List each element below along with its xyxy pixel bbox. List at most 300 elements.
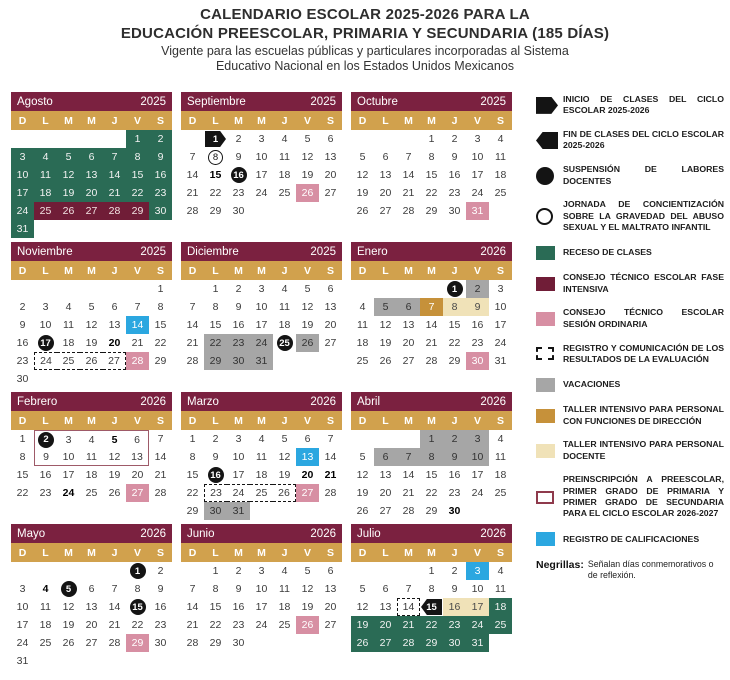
weekday-header-row [181, 411, 342, 430]
weekday-label: M [427, 264, 436, 277]
month-year: 2026 [140, 527, 166, 540]
day-number: 26 [356, 505, 369, 517]
day-number: 10 [39, 319, 52, 331]
day-cell [466, 316, 489, 334]
day-number: 12 [85, 319, 98, 331]
day-number: 5 [304, 565, 311, 577]
day-cell [227, 598, 250, 616]
day-number: 14 [324, 451, 337, 463]
day-cell [103, 430, 126, 448]
weekday-label: M [87, 114, 96, 127]
day-number: 28 [186, 637, 199, 649]
day-cell [149, 484, 172, 502]
day-number: 17 [471, 169, 484, 181]
day-number: 23 [448, 619, 461, 631]
day-cell [149, 280, 172, 298]
day-number: 1 [428, 565, 435, 577]
day-cell [57, 298, 80, 316]
day-number: 12 [62, 601, 75, 613]
legend-item [536, 307, 724, 330]
day-number: 2 [451, 133, 458, 145]
day-cell [374, 634, 397, 652]
day-number: 20 [324, 601, 337, 613]
day-cell [227, 334, 250, 352]
day-cell [397, 634, 420, 652]
day-cell [181, 430, 204, 448]
day-number: 31 [16, 655, 29, 667]
empty-cell [11, 130, 34, 148]
day-number: 25 [39, 637, 52, 649]
day-number: 14 [131, 319, 144, 331]
month-header [181, 392, 342, 411]
month-days [11, 280, 172, 388]
weekday-label: M [87, 546, 96, 559]
day-number: 10 [494, 301, 507, 313]
day-cell [103, 166, 126, 184]
day-number: 15 [425, 469, 438, 481]
day-cell [149, 166, 172, 184]
weekday-label: V [473, 414, 481, 427]
month-agosto [11, 92, 172, 238]
weekday-label: S [326, 114, 334, 127]
day-cell [227, 616, 250, 634]
legend-icon-wrap [536, 409, 563, 423]
weekday-label: M [64, 414, 73, 427]
day-number: 9 [157, 151, 164, 163]
day-cell [250, 616, 273, 634]
day-cell [351, 202, 374, 220]
day-number: 26 [62, 637, 75, 649]
day-cell [489, 484, 512, 502]
month-header [181, 524, 342, 543]
day-cell [319, 316, 342, 334]
day-cell [227, 202, 250, 220]
day-cell [319, 298, 342, 316]
day-cell [489, 448, 512, 466]
day-number: 16 [448, 469, 461, 481]
legend-item [536, 474, 724, 519]
day-cell [443, 130, 466, 148]
day-number: 28 [154, 487, 167, 499]
day-cell [57, 634, 80, 652]
legend-label: VACACIONES [563, 379, 621, 390]
day-cell [273, 598, 296, 616]
weekday-header-row [11, 543, 172, 562]
day-cell [420, 616, 443, 634]
day-number: 1 [19, 433, 26, 445]
square-pink-icon [536, 312, 555, 326]
day-cell [204, 334, 227, 352]
day-cell [374, 448, 397, 466]
legend [536, 94, 724, 582]
weekday-label: S [496, 114, 504, 127]
month-abril [351, 392, 512, 520]
day-cell [227, 166, 250, 184]
legend-item [536, 129, 724, 152]
day-cell [11, 616, 34, 634]
day-cell [443, 280, 466, 298]
day-number: 8 [157, 301, 164, 313]
day-number: 21 [108, 187, 121, 199]
day-number: 20 [131, 469, 144, 481]
day-number: 14 [186, 601, 199, 613]
day-cell [443, 562, 466, 580]
weekday-label: D [358, 546, 367, 559]
day-cell [103, 334, 126, 352]
day-cell [103, 316, 126, 334]
day-cell [250, 352, 273, 370]
day-number: 17 [16, 187, 29, 199]
day-number: 21 [186, 337, 199, 349]
day-cell [351, 466, 374, 484]
empty-cell [103, 280, 126, 298]
day-number: 27 [379, 637, 392, 649]
day-cell [126, 202, 149, 220]
day-number: 7 [157, 433, 164, 445]
day-cell [296, 616, 319, 634]
empty-cell [374, 562, 397, 580]
day-cell [181, 502, 204, 520]
legend-item [536, 404, 724, 427]
day-number: 11 [63, 319, 74, 331]
day-number: 21 [324, 469, 337, 481]
weekday-label: M [87, 414, 96, 427]
day-number: 3 [42, 301, 49, 313]
day-number: 29 [186, 505, 199, 517]
day-cell [273, 184, 296, 202]
month-days [351, 130, 512, 220]
day-cell [374, 484, 397, 502]
day-number: 26 [62, 205, 75, 217]
day-cell [319, 166, 342, 184]
day-cell [80, 148, 103, 166]
weekday-label: M [87, 264, 96, 277]
day-number: 13 [402, 319, 415, 331]
day-number: 16 [210, 469, 221, 481]
day-cell [80, 616, 103, 634]
day-number: 6 [382, 151, 389, 163]
day-number: 3 [474, 433, 481, 445]
empty-cell [11, 562, 34, 580]
weekday-label: M [404, 114, 413, 127]
day-cell [420, 634, 443, 652]
day-number: 21 [108, 619, 121, 631]
day-number: 10 [62, 450, 75, 463]
day-number: 26 [85, 355, 98, 367]
day-number: 19 [379, 337, 392, 349]
day-cell [34, 334, 57, 352]
day-number: 22 [209, 619, 222, 631]
empty-cell [374, 280, 397, 298]
day-cell [319, 184, 342, 202]
day-number: 11 [279, 151, 290, 163]
day-number: 23 [39, 487, 52, 499]
day-cell [181, 298, 204, 316]
legend-label: TALLER INTENSIVO PARA PERSONAL CON FUNCIONES DE DIRECCIÓN [563, 404, 724, 426]
weekday-header-row [11, 261, 172, 280]
day-cell [420, 562, 443, 580]
day-cell [80, 466, 103, 484]
day-number: 13 [108, 319, 121, 331]
day-number: 13 [324, 583, 337, 595]
day-number: 28 [425, 355, 438, 367]
day-cell [80, 298, 103, 316]
month-name: Noviembre [17, 245, 73, 258]
day-number: 24 [471, 619, 484, 631]
legend-label: CONSEJO TÉCNICO ESCOLAR FASE INTENSIVA [563, 272, 724, 294]
day-cell [80, 448, 103, 466]
day-cell [57, 166, 80, 184]
day-cell [103, 202, 126, 220]
day-number: 9 [43, 450, 49, 463]
day-number: 11 [279, 301, 290, 313]
day-number: 26 [356, 205, 369, 217]
day-cell [181, 580, 204, 598]
day-number: 19 [85, 337, 98, 349]
day-number: 23 [232, 187, 245, 199]
weekday-label: M [234, 264, 243, 277]
day-cell [181, 316, 204, 334]
weekday-label: J [111, 546, 118, 559]
day-number: 18 [278, 601, 291, 613]
day-number: 16 [471, 319, 484, 331]
day-cell [420, 352, 443, 370]
day-number: 31 [255, 355, 268, 367]
day-cell [466, 184, 489, 202]
day-cell [296, 334, 319, 352]
day-number: 27 [379, 205, 392, 217]
day-number: 13 [301, 451, 314, 463]
day-number: 12 [301, 151, 314, 163]
weekday-label: S [496, 264, 504, 277]
day-number: 13 [85, 601, 98, 613]
day-cell [273, 448, 296, 466]
month-diciembre [181, 242, 342, 370]
day-cell [443, 634, 466, 652]
day-number: 25 [85, 487, 98, 499]
empty-cell [397, 430, 420, 448]
day-number: 29 [209, 205, 222, 217]
day-cell [204, 484, 227, 502]
day-number: 16 [154, 169, 167, 181]
day-cell [296, 280, 319, 298]
day-cell [319, 280, 342, 298]
day-cell [296, 148, 319, 166]
month-days [181, 280, 342, 370]
day-cell [181, 616, 204, 634]
day-cell [351, 598, 374, 616]
weekday-header-row [351, 261, 512, 280]
day-cell [227, 562, 250, 580]
day-number: 22 [16, 487, 29, 499]
day-number: 25 [279, 337, 290, 349]
day-number: 22 [131, 619, 144, 631]
title-block [0, 6, 730, 74]
day-number: 13 [324, 301, 337, 313]
empty-cell [80, 130, 103, 148]
day-cell [466, 334, 489, 352]
day-number: 23 [154, 187, 167, 199]
day-cell [204, 298, 227, 316]
day-cell [227, 298, 250, 316]
day-cell [296, 316, 319, 334]
weekday-label: L [212, 414, 219, 427]
day-number: 9 [19, 319, 26, 331]
legend-item [536, 246, 724, 260]
day-cell [126, 352, 149, 370]
day-number: 18 [85, 469, 98, 481]
day-number: 2 [235, 565, 242, 577]
month-header [181, 92, 342, 111]
day-cell [443, 202, 466, 220]
subtitle-line-1: Vigente para las escuelas públicas y particulares incorporadas al Sistema [161, 43, 569, 58]
day-cell [149, 580, 172, 598]
day-number: 23 [16, 355, 29, 367]
day-number: 29 [154, 355, 167, 367]
weekday-label: J [281, 414, 288, 427]
day-cell [273, 562, 296, 580]
day-number: 19 [356, 187, 369, 199]
weekday-label: D [188, 114, 197, 127]
day-cell [250, 598, 273, 616]
day-number: 30 [448, 205, 461, 217]
weekday-label: L [42, 414, 49, 427]
month-junio [181, 524, 342, 652]
day-cell [103, 634, 126, 652]
month-marzo [181, 392, 342, 520]
day-cell [181, 466, 204, 484]
month-year: 2026 [140, 395, 166, 408]
day-cell [204, 448, 227, 466]
day-cell [443, 598, 466, 616]
weekday-label: J [451, 414, 458, 427]
day-cell [80, 430, 103, 448]
weekday-label: M [234, 546, 243, 559]
month-header [351, 242, 512, 261]
day-number: 9 [235, 301, 242, 313]
square-outline-maroon-icon [536, 491, 554, 504]
day-number: 14 [154, 451, 167, 463]
legend-item [536, 532, 724, 546]
day-cell [250, 130, 273, 148]
day-cell [34, 616, 57, 634]
day-number: 26 [301, 619, 314, 631]
legend-item [536, 94, 724, 117]
day-cell [351, 352, 374, 370]
day-number: 6 [327, 283, 334, 295]
day-number: 4 [88, 433, 95, 446]
day-cell [181, 448, 204, 466]
day-number: 15 [448, 319, 461, 331]
day-cell [420, 448, 443, 466]
day-cell [319, 484, 342, 502]
legend-icon-wrap [536, 97, 563, 114]
day-number: 15 [131, 169, 144, 181]
day-cell [34, 448, 57, 466]
day-cell [34, 148, 57, 166]
day-number: 23 [232, 619, 245, 631]
month-days [181, 130, 342, 220]
day-number: 11 [495, 451, 506, 463]
subtitle-line-2: Educativo Nacional en los Estados Unidos Mexicanos [215, 58, 515, 73]
legend-label: PREINSCRIPCIÓN A PREESCOLAR, PRIMER GRADO DE PRIMARIA Y PRIMER GRADO DE SECUNDARIA PARA EL CICLO ESCOLAR 2026-2027 [563, 474, 724, 519]
month-name: Julio [357, 527, 381, 540]
day-number: 30 [232, 205, 245, 217]
day-number: 19 [108, 469, 121, 481]
day-number: 6 [304, 433, 311, 445]
day-number: 2 [43, 434, 49, 445]
day-cell [204, 280, 227, 298]
day-cell [374, 502, 397, 520]
day-cell [11, 202, 34, 220]
day-cell [351, 316, 374, 334]
legend-item [536, 343, 724, 366]
day-cell [466, 580, 489, 598]
day-number: 9 [157, 583, 164, 595]
day-number: 23 [448, 487, 461, 499]
day-cell [181, 634, 204, 652]
weekday-label: S [496, 546, 504, 559]
weekday-label: S [326, 264, 334, 277]
day-number: 22 [209, 187, 222, 199]
legend-icon-wrap [536, 444, 563, 458]
day-cell [181, 598, 204, 616]
day-number: 22 [209, 337, 222, 349]
day-cell [466, 430, 489, 448]
day-cell [443, 298, 466, 316]
day-number: 26 [379, 355, 392, 367]
day-number: 28 [131, 355, 144, 367]
day-number: 4 [258, 433, 265, 445]
day-cell [149, 352, 172, 370]
day-cell [489, 184, 512, 202]
day-cell [149, 184, 172, 202]
month-days [11, 130, 172, 238]
month-name: Enero [357, 245, 388, 258]
day-number: 6 [327, 565, 334, 577]
weekday-label: M [257, 264, 266, 277]
day-cell [80, 316, 103, 334]
day-number: 16 [16, 337, 29, 349]
day-number: 10 [471, 151, 484, 163]
day-number: 27 [379, 505, 392, 517]
month-name: Septiembre [187, 95, 246, 108]
day-cell [57, 148, 80, 166]
day-number: 15 [426, 601, 437, 613]
day-cell [57, 466, 80, 484]
day-cell [250, 298, 273, 316]
day-number: 6 [88, 583, 95, 595]
day-number: 5 [304, 283, 311, 295]
day-number: 10 [255, 301, 268, 313]
empty-cell [57, 562, 80, 580]
day-number: 22 [425, 619, 438, 631]
day-cell [80, 166, 103, 184]
day-number: 15 [209, 169, 222, 181]
day-cell [296, 562, 319, 580]
day-cell [126, 316, 149, 334]
day-number: 11 [495, 583, 506, 595]
month-year: 2025 [480, 95, 506, 108]
legend-icon-wrap [536, 167, 563, 185]
month-name: Diciembre [187, 245, 239, 258]
day-number: 1 [451, 283, 458, 295]
day-number: 2 [474, 283, 481, 295]
day-cell [227, 316, 250, 334]
day-cell [204, 352, 227, 370]
weekday-label: M [234, 114, 243, 127]
day-number: 20 [108, 337, 121, 349]
